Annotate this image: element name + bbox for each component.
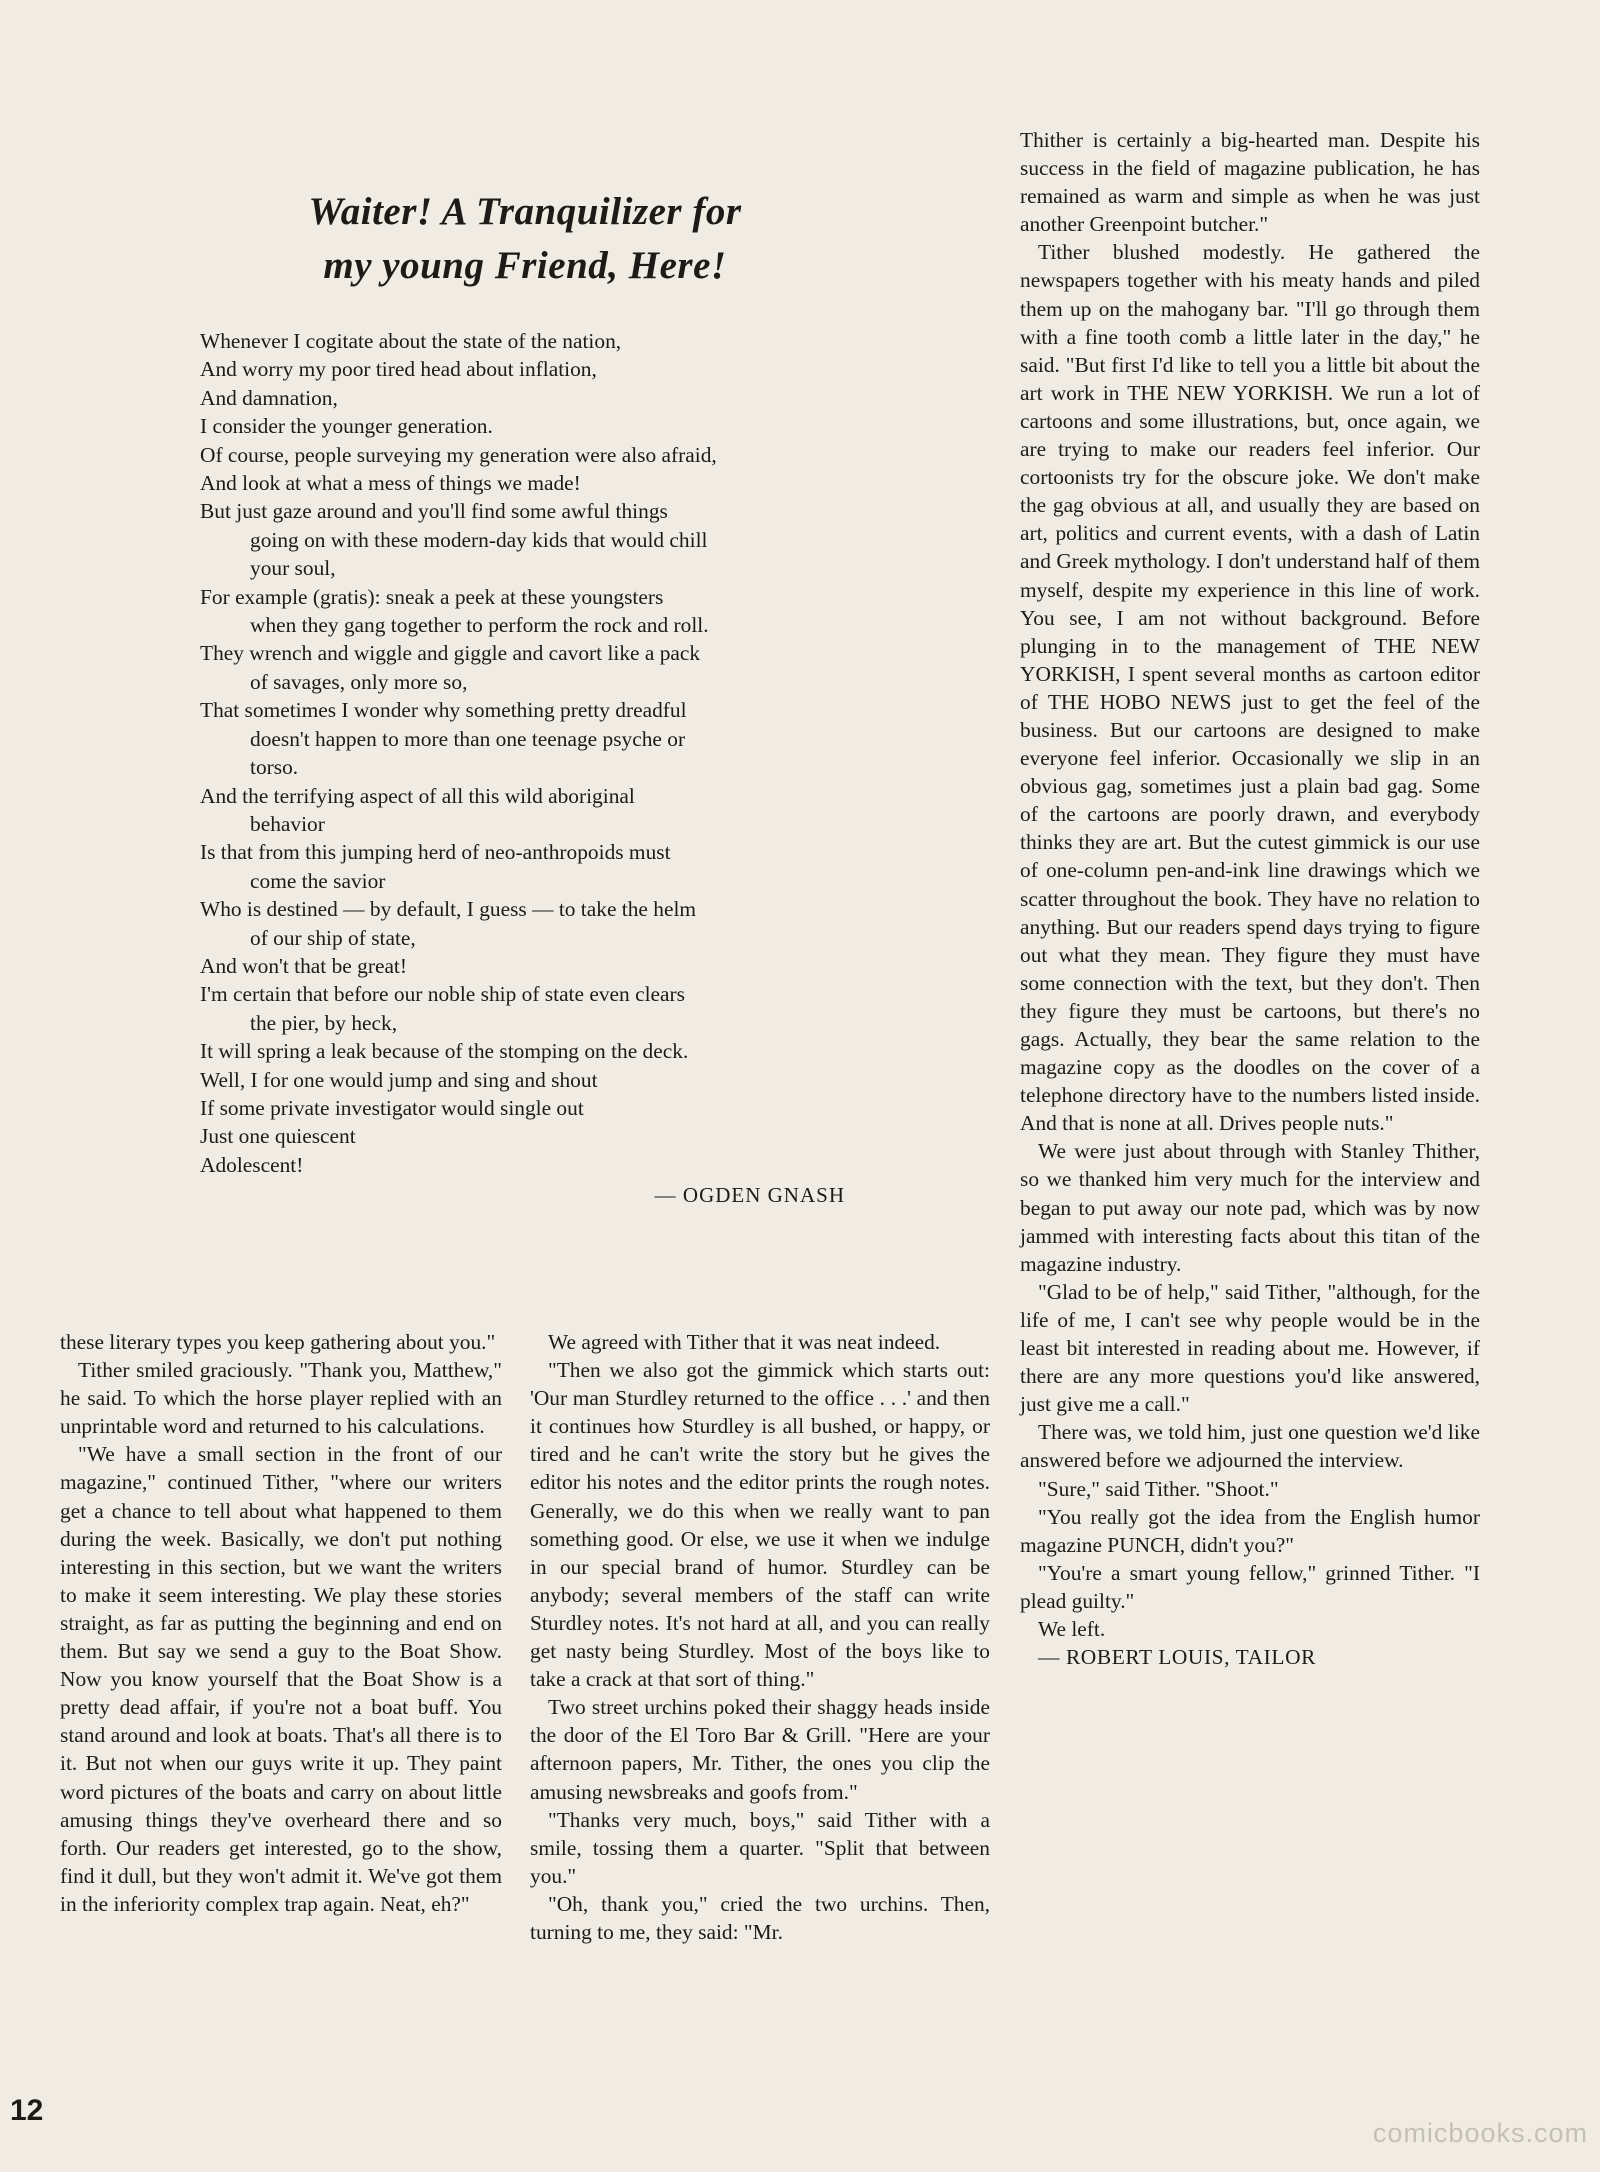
poem-line: Of course, people surveying my generation were also afraid,: [200, 442, 717, 467]
article-paragraph: Thither is certainly a big-hearted man. Despite his success in the field of magazine publication, he has remained as warm and simple as when he was just another Greenpoint butcher.": [1020, 128, 1480, 237]
poem-line: And the terrifying aspect of all this wild aboriginal: [200, 783, 635, 808]
poem-line: Just one quiescent: [200, 1124, 356, 1149]
article-paragraph: Two street urchins poked their shaggy heads inside the door of the El Toro Bar & Grill. "Here are your afternoon papers, Mr. Tither, the ones you clip the amusing newsbreaks and goofs from.": [530, 1695, 990, 1804]
article-paragraph: "Glad to be of help," said Tither, "although, for the life of me, I can't see why people would be in the least bit interested in reading about me. However, if there are any more questions you'd like answered, just give me a call.": [1020, 1279, 1480, 1417]
article-paragraph: There was, we told him, just one question we'd like answered before we adjourned the interview.: [1020, 1420, 1480, 1473]
article-paragraph: "Oh, thank you," cried the two urchins. Then, turning to me, they said: "Mr.: [530, 1891, 990, 1944]
article-paragraph: We were just about through with Stanley Thither, so we thanked him very much for the interview and began to put away our note pad, which was by now jammed with interesting facts about this titan of the magazine industry.: [1020, 1139, 1480, 1276]
article-paragraph: "Sure," said Tither. "Shoot.": [1038, 1476, 1279, 1501]
article-column-middle: [530, 1328, 990, 1946]
page-number: 12: [10, 2094, 44, 2127]
poem-line: behavior: [250, 811, 325, 836]
poem-line: I consider the younger generation.: [200, 414, 493, 439]
poem-line: And look at what a mess of things we made!: [200, 471, 581, 496]
poem-line: of savages, only more so,: [250, 669, 468, 694]
poem-title-line-1: Waiter! A Tranquilizer for: [308, 190, 742, 233]
poem-line: the pier, by heck,: [250, 1010, 398, 1035]
article-paragraph: "Then we also got the gimmick which starts out: 'Our man Sturdley returned to the office . . .' and then it continues how Sturdley is all bushed, or happy, or tired and he can't write the story but he gives the editor his notes and the editor prints the rough notes. Generally, we do this when we really want to pan something good. Or else, we use it when we indulge in our special brand of humor. Sturdley can be anybody; several members of the staff can write Sturdley notes. It's not hard at all, and you can really get nasty being Sturdley. Most of the boys like to take a crack at that sort of thing.": [530, 1358, 990, 1692]
poem-line: And damnation,: [200, 385, 338, 410]
article-column-right: [1020, 126, 1480, 1671]
article-paragraph: "You really got the idea from the English humor magazine PUNCH, didn't you?": [1020, 1504, 1480, 1557]
poem-lines: [200, 327, 850, 1179]
article-paragraph: We left.: [1038, 1616, 1106, 1641]
article-paragraph: these literary types you keep gathering about you.": [60, 1330, 496, 1354]
poem-line: Who is destined — by default, I guess — to take the helm: [200, 897, 697, 922]
poem-line: Well, I for one would jump and sing and shout: [200, 1067, 598, 1092]
poem-line: your soul,: [250, 556, 336, 581]
poem-line: doesn't happen to more than one teenage psyche or: [250, 726, 686, 751]
poem-line: If some private investigator would single out: [200, 1095, 584, 1120]
poem-line: I'm certain that before our noble ship of state even clears: [200, 982, 685, 1007]
article-paragraph: Tither blushed modestly. He gathered the newspapers together with his meaty hands and piled them up on the mahogany bar. "I'll go through them with a fine tooth comb a little later in the day," he said. "But first I'd like to tell you a little bit about the art work in THE NEW YORKISH. We run a lot of cartoons and some illustrations, but, once again, we are trying to make our readers feel inferior. Our cortoonists try for the obscure joke. We don't make the gag obvious at all, and usually they are based on art, politics and current events, with a dash of Latin and Greek mythology. I don't understand half of them myself, despite my experience in this line of work. You see, I am not without background. Before plunging in to the management of THE NEW YORKISH, I spent several months as cartoon editor of THE HOBO NEWS just to get the feel of the business. But our cartoons are designed to make everyone feel inferior. Occasionally we slip in an obvious gag, sometimes just a plain bad gag. Some of the cartoons are poorly drawn, and everybody thinks they are art. But the cutest gimmick is our use of one-column pen-and-ink line drawings which we scatter throughout the book. They have no relation to anything. But our readers spend days trying to figure out what they mean. They figure they must have some connection with the text, but they don't. Then they figure they must be cartoons, but there's no gags. Actually, they bear the same relation to the magazine copy as the doodles on the cover of a telephone directory have to the numbers listed inside. And that is none at all. Drives people nuts.": [1020, 240, 1480, 1136]
poem-line: It will spring a leak because of the stomping on the deck.: [200, 1039, 689, 1064]
article-author: — ROBERT LOUIS, TAILOR: [1038, 1645, 1316, 1670]
poem-line: of our ship of state,: [250, 925, 416, 950]
poem-line: Adolescent!: [200, 1152, 304, 1177]
poem-line: And worry my poor tired head about inflation,: [200, 357, 597, 382]
poem-line: Whenever I cogitate about the state of the nation,: [200, 329, 622, 353]
article-paragraph: We agreed with Tither that it was neat indeed.: [548, 1330, 941, 1354]
poem-title-line-2: my young Friend, Here!: [323, 244, 727, 287]
article-column-left: [60, 1328, 502, 1918]
poem-title: [200, 185, 850, 293]
watermark: comicbooks.com: [1372, 2118, 1588, 2148]
article-paragraph: "You're a smart young fellow," grinned Tither. "I plead guilty.": [1020, 1560, 1480, 1613]
poem-line: They wrench and wiggle and giggle and cavort like a pack: [200, 641, 701, 666]
poem-line: torso.: [250, 755, 299, 780]
poem-block: [200, 185, 850, 1208]
poem-line: That sometimes I wonder why something pretty dreadful: [200, 698, 687, 723]
poem-line: when they gang together to perform the rock and roll.: [250, 613, 709, 638]
poem-author: — OGDEN GNASH: [654, 1183, 845, 1208]
poem-line: But just gaze around and you'll find some awful things: [200, 499, 668, 524]
article-paragraph: Tither smiled graciously. "Thank you, Matthew," he said. To which the horse player replied with an unprintable word and returned to his calculations.: [60, 1358, 502, 1439]
article-paragraph: "We have a small section in the front of our magazine," continued Tither, "where our writers get a chance to tell about what happened to them during the week. Basically, we don't put nothing interesting in this section, but we want the writers to make it seem interesting. We play these stories straight, as far as putting the beginning and end on them. But say we send a guy to the Boat Show. Now you know yourself that the Boat Show is a pretty dead affair, if you're not a boat buff. You stand around and look at boats. That's all there is to it. But not when our guys write it up. They paint word pictures of the boats and carry on about little amusing things they've overheard there and so forth. Our readers get interested, go to the show, find it dull, but they won't admit it. We've got them in the inferiority complex trap again. Neat, eh?": [60, 1442, 502, 1916]
poem-line: And won't that be great!: [200, 953, 408, 978]
poem-line: going on with these modern-day kids that would chill: [250, 527, 708, 552]
poem-line: Is that from this jumping herd of neo-anthropoids must: [200, 840, 671, 865]
article-paragraph: "Thanks very much, boys," said Tither with a smile, tossing them a quarter. "Split that between you.": [530, 1807, 990, 1888]
poem-line: come the savior: [250, 868, 386, 893]
poem-line: For example (gratis): sneak a peek at these youngsters: [200, 584, 664, 609]
